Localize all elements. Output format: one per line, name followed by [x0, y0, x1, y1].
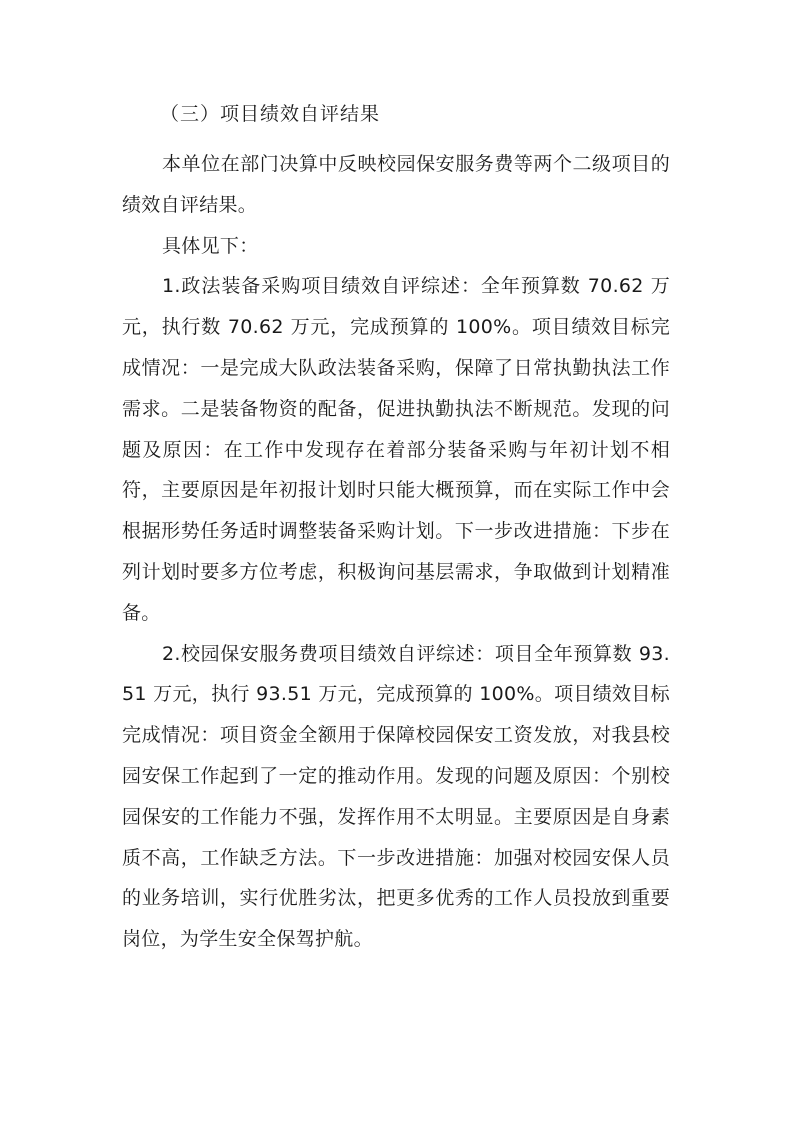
body-text [122, 144, 670, 960]
intro-paragraph: 本单位在部门决算中反映校园保安服务费等两个二级项目的绩效自评结果。 [122, 153, 670, 216]
see-below-paragraph: 具体见下： [162, 234, 259, 257]
project-2-paragraph: 2.校园保安服务费项目绩效自评综述：项目全年预算数 93.51 万元，执行 93.51 万元，完成预算的 100%。项目绩效目标完成情况：项目资金全额用于保障校园保安工资发放，对我县校园安保工作起到了一定的推动作用。发现的问题及原因：个别校园保安的工作能力不强，发挥作用不太明显。主要原因是自身素质不高，工作缺乏方法。下一步改进措施：加强对校园安保人员的业务培训，实行优胜劣汰，把更多优秀的工作人员投放到重要岗位，为学生安全保驾护航。 [122, 642, 670, 951]
section-title: （三）项目绩效自评结果 [160, 103, 381, 125]
project-1-paragraph: 1.政法装备采购项目绩效自评综述：全年预算数 70.62 万元，执行数 70.62 万元，完成预算的 100%。项目绩效目标完成情况：一是完成大队政法装备采购，保障了日常执勤执法工作需求。二是装备物资的配备，促进执勤执法不断规范。发现的问题及原因：在工作中发现存在着部分装备采购与年初计划不相符，主要原因是年初报计划时只能大概预算，而在实际工作中会根据形势任务适时调整装备采购计划。下一步改进措施：下步在列计划时要多方位考虑，积极询问基层需求，争取做到计划精准备。 [122, 275, 670, 624]
